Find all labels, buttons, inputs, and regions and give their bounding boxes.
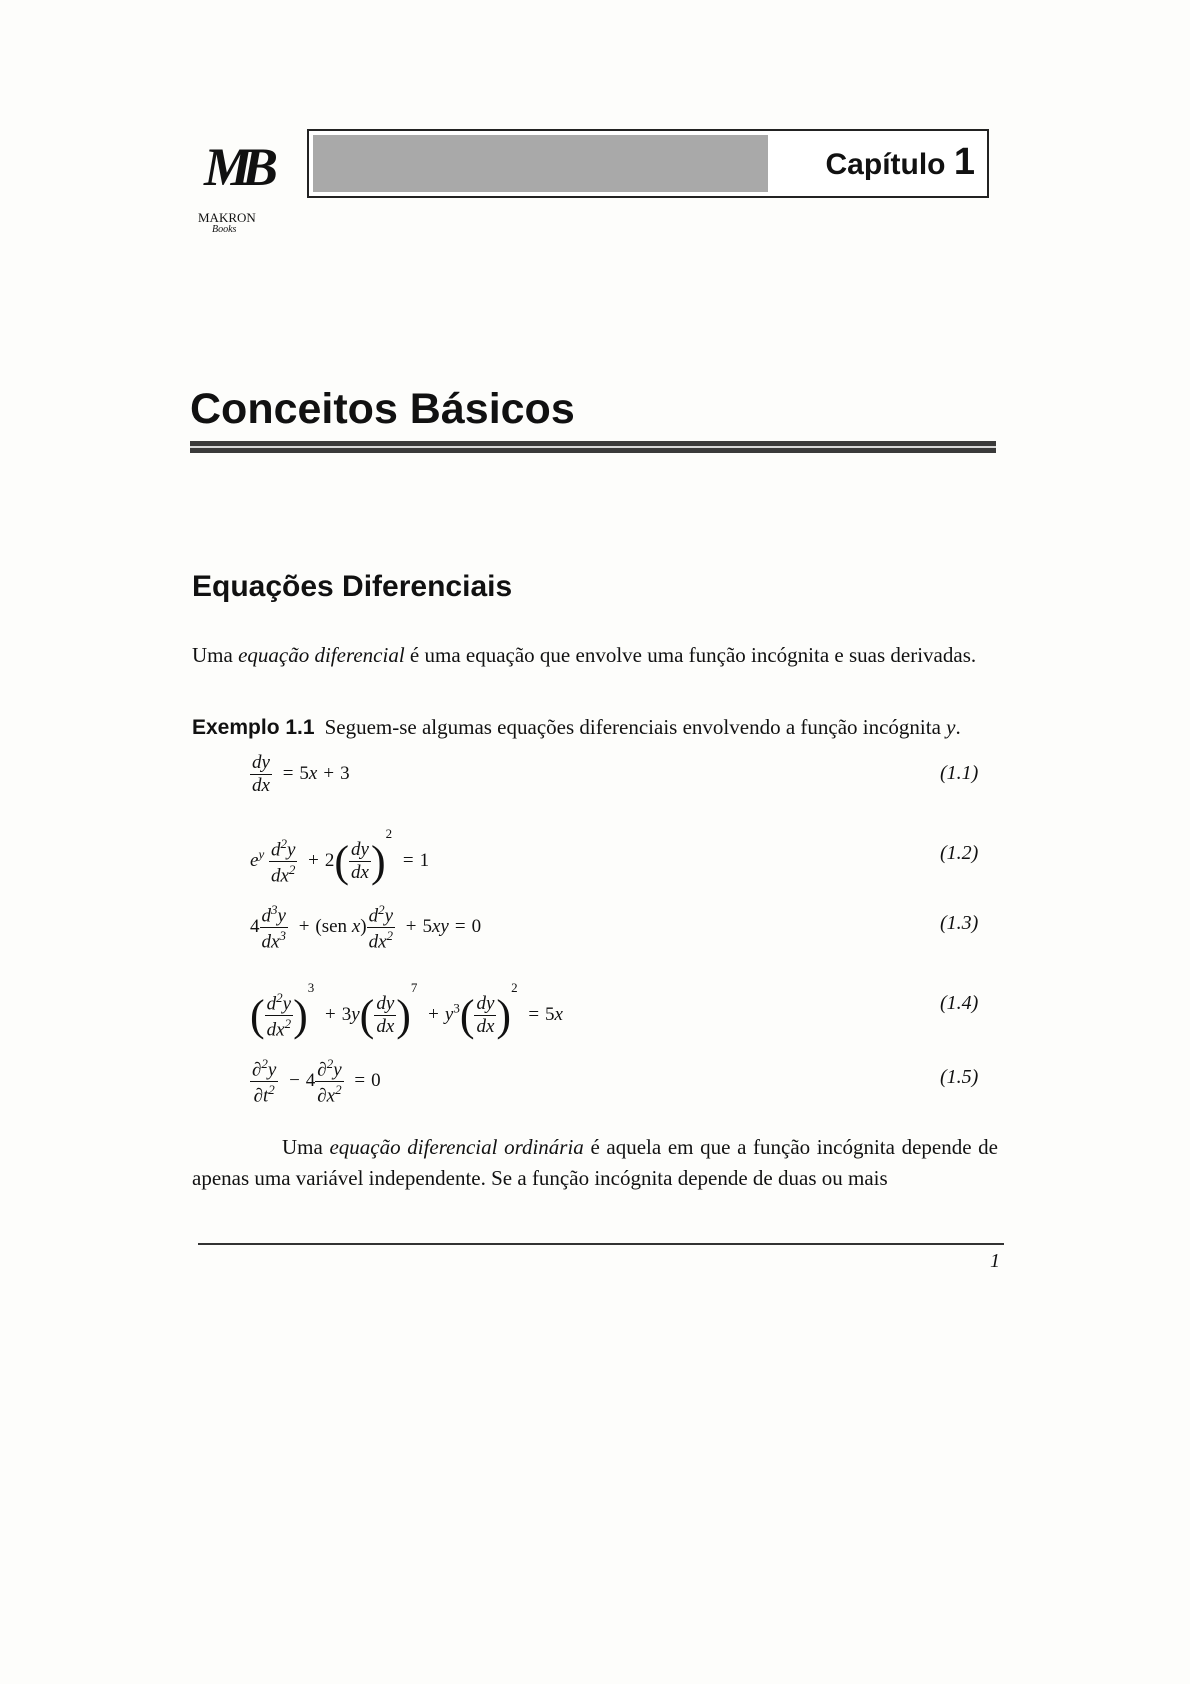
chapter-number: 1 <box>953 141 975 183</box>
section-title: Equações Diferenciais <box>192 570 513 603</box>
closing-term: equação diferencial ordinária <box>329 1135 584 1159</box>
logo-mark: MB <box>204 137 269 197</box>
intro-pre: Uma <box>192 643 239 667</box>
publisher-name: MAKRON <box>198 210 256 225</box>
closing-paragraph <box>192 1132 998 1194</box>
equation-1-4: ( $\frac{d^2y}{dx^2}$ )$^3$ + 3y( $\frac{dy}{dx}$ )$^7 + y^3$( $\frac{dy}{dx}$ )$^2$ = 5x <box>250 980 563 1041</box>
example-var: y <box>946 715 956 739</box>
equation-1-1: $\frac{dy}{dx}$ = 5x + 3 <box>252 752 350 796</box>
title-rule <box>190 441 996 453</box>
example-label: Exemplo 1.1 <box>192 716 315 739</box>
publisher-logo <box>198 137 278 250</box>
equation-number: (1.1) <box>940 762 979 784</box>
chapter-label <box>826 141 975 184</box>
intro-paragraph <box>192 640 998 671</box>
equation-number: (1.2) <box>940 842 979 864</box>
footer-rule <box>198 1243 1004 1245</box>
equation-number: (1.3) <box>940 912 979 934</box>
closing-pre: Uma <box>282 1135 330 1159</box>
chapter-title: Conceitos Básicos <box>190 385 575 433</box>
equation-1-2: $e^y$ $\frac{d^2y}{dx^2}$ + 2( $\frac{dy}{dx}$ )$^2$ = 1 <box>250 826 430 887</box>
chapter-banner-shade <box>313 135 768 192</box>
chapter-word: Capítulo <box>825 148 946 181</box>
equation-number: (1.5) <box>940 1066 979 1088</box>
intro-post: é uma equação que envolve uma função incógnita e suas derivadas. <box>404 643 977 667</box>
page-number: 1 <box>990 1250 1000 1272</box>
equation-1-3: 4 $\frac{d^3y}{dx^3}$ + (sen x) $\frac{d^2y}{dx^2}$ + 5xy = 0 <box>250 902 482 953</box>
example-line <box>192 712 998 743</box>
intro-term: equação diferencial <box>238 643 405 667</box>
publisher-sub: Books <box>212 224 237 235</box>
chapter-banner <box>307 129 989 198</box>
closing-post: é aquela em que a função incógnita depende de apenas uma variável independente. Se a função incógnita depende de duas ou mais <box>192 1135 998 1190</box>
equation-1-5: $\frac{\partial^2y}{\partial t^2}$ − 4 $\frac{\partial^2y}{\partial x^2}$ = 0 <box>252 1056 381 1107</box>
example-text: Seguem-se algumas equações diferenciais envolvendo a função incógnita <box>324 715 947 739</box>
example-end: . <box>955 715 961 739</box>
equation-number: (1.4) <box>940 992 979 1014</box>
